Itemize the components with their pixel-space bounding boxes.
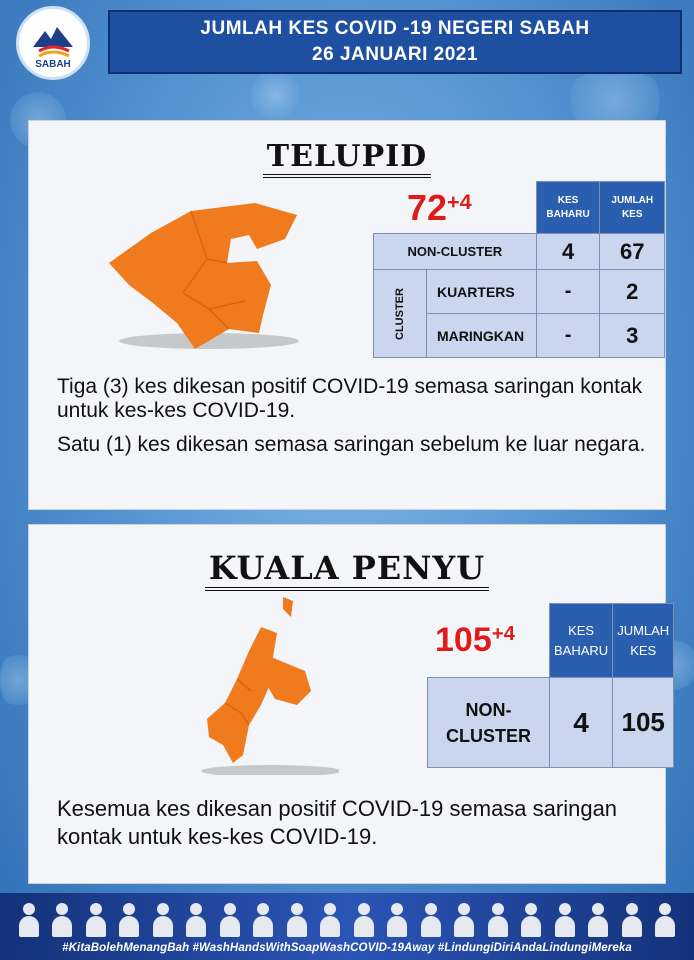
new-case-value: -	[536, 270, 600, 314]
new-case-value: 4	[536, 234, 600, 270]
page-title: JUMLAH KES COVID -19 NEGERI SABAH	[200, 18, 590, 39]
district-panel-kuala-penyu	[28, 524, 670, 884]
col-header-new-cases: KES BAHARU	[536, 182, 600, 234]
total-case-value: 105	[613, 678, 674, 768]
person-icon	[85, 903, 107, 937]
case-note: Satu (1) kes dikesan semasa saringan sebelum ke luar negara.	[57, 433, 646, 456]
virus-decoration	[250, 70, 300, 120]
case-note: Tiga (3) kes dikesan positif COVID-19 semasa saringan kontak untuk kes-kes COVID-19.	[57, 375, 643, 422]
person-icon	[353, 903, 375, 937]
frontliners-illustration	[12, 897, 682, 937]
page-date: 26 JANUARI 2021	[312, 44, 478, 65]
person-icon	[621, 903, 643, 937]
footer-banner	[0, 893, 694, 960]
district-title: KUALA PENYU	[29, 549, 665, 587]
person-icon	[420, 903, 442, 937]
case-note: Kesemua kes dikesan positif COVID-19 semasa saringan kontak untuk kes-kes COVID-19.	[57, 796, 618, 849]
person-icon	[453, 903, 475, 937]
total-case-count: $105^{+4}$	[435, 621, 515, 659]
person-icon	[252, 903, 274, 937]
telupid-map	[99, 201, 299, 351]
total-case-value: 3	[600, 314, 665, 358]
row-label: NON-CLUSTER	[374, 234, 537, 270]
page-title-banner	[108, 10, 682, 74]
person-icon	[286, 903, 308, 937]
col-header-total-cases: JUMLAH KES	[613, 604, 674, 678]
person-icon	[18, 903, 40, 937]
new-case-value: -	[536, 314, 600, 358]
person-icon	[654, 903, 676, 937]
hashtags: #KitaBolehMenangBah #WashHandsWithSoapWashCOVID-19Away #LindungiDiriAndaLindungiMereka	[62, 942, 632, 954]
person-icon	[487, 903, 509, 937]
person-icon	[587, 903, 609, 937]
row-label: KUARTERS	[426, 270, 536, 314]
sabah-health-logo	[16, 6, 90, 80]
person-icon	[386, 903, 408, 937]
district-title: TELUPID	[29, 139, 665, 174]
total-case-value: 67	[600, 234, 665, 270]
logo-text: SABAH	[35, 58, 71, 70]
new-case-value: 4	[550, 678, 613, 768]
col-header-total-cases: JUMLAH KES	[600, 182, 665, 234]
person-icon	[152, 903, 174, 937]
person-icon	[520, 903, 542, 937]
person-icon	[118, 903, 140, 937]
telupid-case-table	[373, 181, 665, 358]
person-icon	[554, 903, 576, 937]
person-icon	[219, 903, 241, 937]
cluster-label: CLUSTER	[374, 270, 427, 358]
person-icon	[51, 903, 73, 937]
row-label: NON-CLUSTER	[428, 678, 550, 768]
col-header-new-cases: KES BAHARU	[550, 604, 613, 678]
kuala-penyu-case-table	[427, 603, 674, 768]
kuala-penyu-map	[179, 595, 339, 775]
total-case-count: $72^{+4}$	[407, 187, 472, 228]
mountain-logo-icon	[29, 17, 77, 65]
person-icon	[185, 903, 207, 937]
district-panel-telupid	[28, 120, 666, 510]
row-label: MARINGKAN	[426, 314, 536, 358]
total-case-value: 2	[600, 270, 665, 314]
person-icon	[319, 903, 341, 937]
